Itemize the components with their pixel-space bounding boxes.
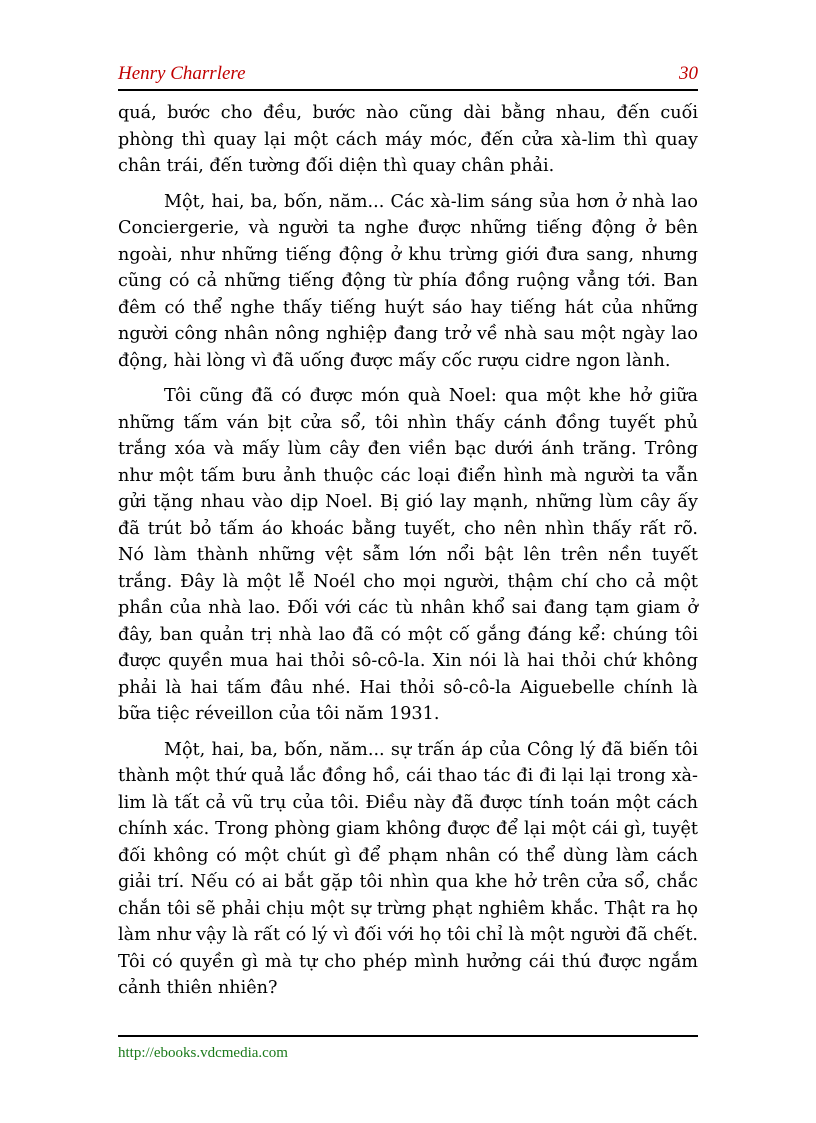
page-number: 30 [679, 63, 698, 84]
paragraph: Tôi cũng đã có được món quà Noel: qua một khe hở giữa những tấm ván bịt cửa sổ, tôi nhìn thấy cánh đồng tuyết phủ trắng xóa và mấy lùm cây đen viền bạc dưới ánh trăng. Trông như một tấm bưu ảnh thuộc các loại điển hình mà người ta vẫn gửi tặng nhau vào dịp Noel. Bị gió lay mạnh, những lùm cây ấy đã trút bỏ tấm áo khoác bằng tuyết, cho nên nhìn thấy rất rõ. Nó làm thành những vệt sẫm lớn nổi bật lên trên nền tuyết trắng. Đây là một lễ Noél cho mọi người, thậm chí cho cả một phần của nhà lao. Đối với các tù nhân khổ sai đang tạm giam ở đây, ban quản trị nhà lao đã có một cố gắng đáng kể: chúng tôi được quyền mua hai thỏi sô-cô-la. Xin nói là hai thỏi chứ không phải là hai tấm đâu nhé. Hai thỏi sô-cô-la Aiguebelle chính là bữa tiệc réveillon của tôi năm 1931. [118, 386, 698, 724]
running-head-author: Henry Charrlere [118, 63, 246, 84]
paragraph-continuation: quá, bước cho đều, bước nào cũng dài bằng nhau, đến cuối phòng thì quay lại một cách máy móc, đến cửa xà-lim thì quay chân trái, đến tường đối diện thì quay chân phải. [118, 103, 698, 176]
paragraph: Một, hai, ba, bốn, năm... sự trấn áp của Công lý đã biến tôi thành một thứ quả lắc đồng hồ, cái thao tác đi đi lại lại trong xà-lim là tất cả vũ trụ của tôi. Điều này đã được tính toán một cách chính xác. Trong phòng giam không được để lại một cái gì, tuyệt đối không có một chút gì để phạm nhân có thể dùng làm cách giải trí. Nếu có ai bắt gặp tôi nhìn qua khe hở trên cửa sổ, chắc chắn tôi sẽ phải chịu một sự trừng phạt nghiêm khắc. Thật ra họ làm như vậy là rất có lý vì đối với họ tôi chỉ là một người đã chết. Tôi có quyền gì mà tự cho phép mình hưởng cái thú được ngắm cảnh thiên nhiên? [118, 739, 698, 998]
footer-link[interactable]: http://ebooks.vdcmedia.com [118, 1045, 288, 1061]
page-header [118, 63, 698, 91]
footer-divider [118, 1035, 698, 1037]
body-text [118, 100, 698, 1011]
paragraph: Một, hai, ba, bốn, năm... Các xà-lim sáng sủa hơn ở nhà lao Conciergerie, và người ta nghe được những tiếng động ở bên ngoài, như những tiếng động ở khu trừng giới đưa sang, nhưng cũng có cả những tiếng động từ phía đồng ruộng vẳng tới. Ban đêm có thể nghe thấy tiếng huýt sáo hay tiếng hát của những người công nhân nông nghiệp đang trở về nhà sau một ngày lao động, hài lòng vì đã uống được mấy cốc rượu cidre ngon lành. [118, 191, 698, 371]
